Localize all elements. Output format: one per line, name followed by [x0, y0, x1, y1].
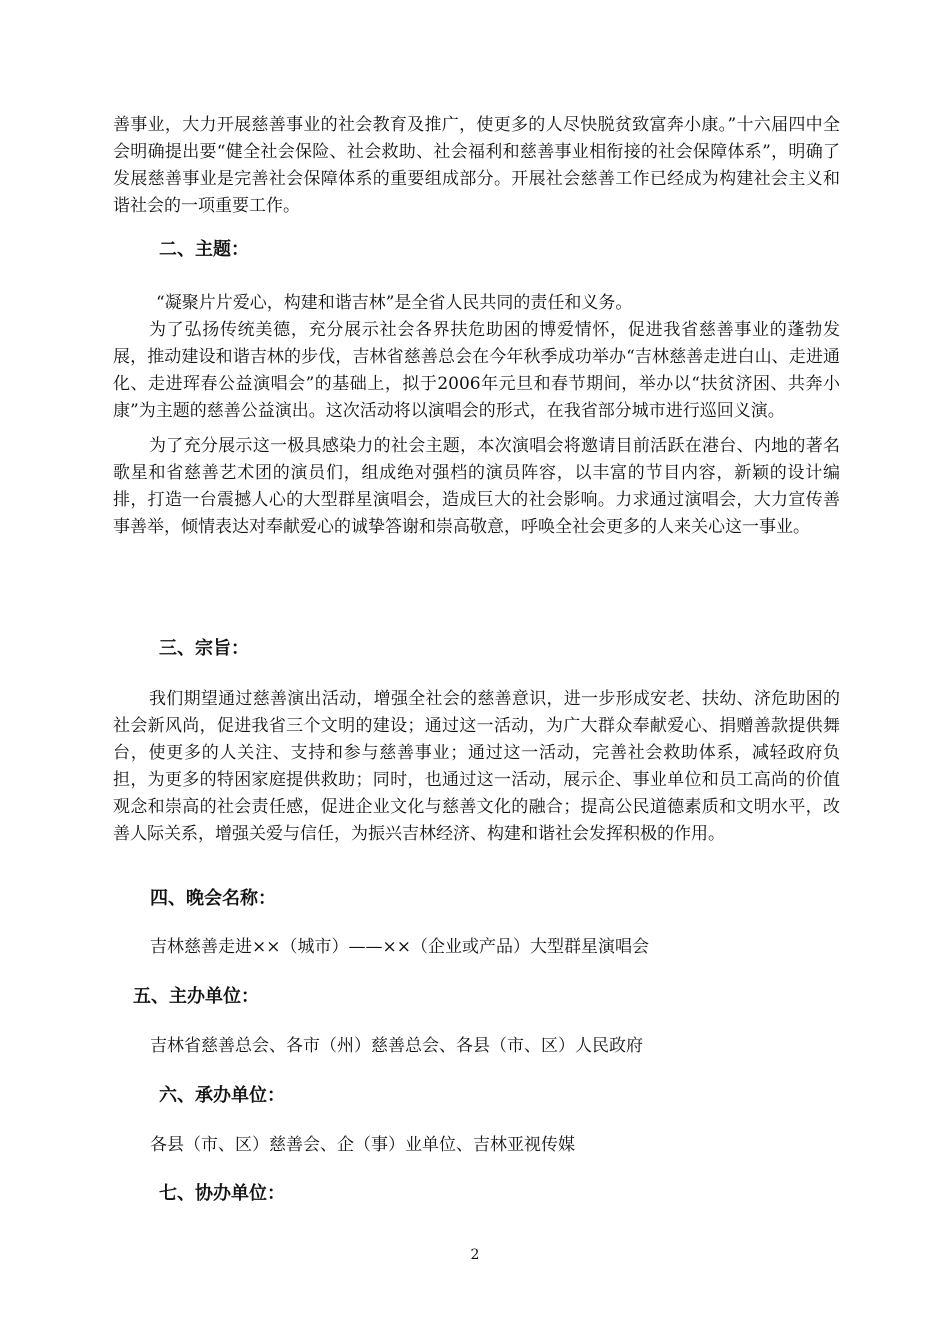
section-2-heading: 二、主题： [159, 239, 249, 260]
section-4-text: 吉林慈善走进××（城市）——××（企业或产品）大型群星演唱会 [150, 937, 649, 957]
section-2-paragraph-1: “凝聚片片爱心，构建和谐吉林”是全省人民共同的责任和义务。 [156, 293, 633, 313]
section-5-text: 吉林省慈善总会、各市（州）慈善总会、各县（市、区）人民政府 [150, 1036, 643, 1056]
section-6-text: 各县（市、区）慈善会、企（事）业单位、吉林亚视传媒 [150, 1135, 575, 1155]
section-5-heading: 五、主办单位： [133, 986, 259, 1007]
section-7-heading: 七、协办单位： [159, 1183, 285, 1204]
section-3-heading: 三、宗旨： [159, 638, 249, 659]
section-3-paragraph: 我们期望通过慈善演出活动，增强全社会的慈善意识，进一步形成安老、扶幼、济危助困的社会新风尚，促进我省三个文明的建设；通过这一活动，为广大群众奉献爱心、捐赠善款提供舞台，使更多的人关注、支持和参与慈善事业；通过这一活动，完善社会救助体系，减轻政府负担，为更多的特困家庭提供救助；同时，也通过这一活动，展示企、事业单位和员工高尚的价值观念和崇高的社会责任感，促进企业文化与慈善文化的融合；提高公民道德素质和文明水平，改善人际关系，增强关爱与信任，为振兴吉林经济、构建和谐社会发挥积极的作用。 [113, 689, 840, 844]
section-2-paragraph-3: 为了充分展示这一极具感染力的社会主题，本次演唱会将邀请目前活跃在港台、内地的著名歌星和省慈善艺术团的演员们，组成绝对强档的演员阵容，以丰富的节目内容，新颖的设计编排，打造一台震撼人心的大型群星演唱会，造成巨大的社会影响。力求通过演唱会，大力宣传善事善举，倾情表达对奉献爱心的诚挚答谢和崇高敬意，呼唤全社会更多的人来关心这一事业。 [113, 436, 840, 537]
section-4-heading: 四、晚会名称： [150, 888, 276, 909]
intro-paragraph: 善事业，大力开展慈善事业的社会教育及推广，使更多的人尽快脱贫致富奔小康。”十六届四中全会明确提出要“健全社会保险、社会救助、社会福利和慈善事业相衔接的社会保障体系”，明确了发展慈善事业是完善社会保障体系的重要组成部分。开展社会慈善工作已经成为构建社会主义和谐社会的一项重要工作。 [113, 115, 840, 216]
page-number: 2 [470, 1247, 480, 1263]
section-6-heading: 六、承办单位： [159, 1085, 285, 1106]
section-2-paragraph-2: 为了弘扬传统美德，充分展示社会各界扶危助困的博爱情怀，促进我省慈善事业的蓬勃发展，推动建设和谐吉林的步伐，吉林省慈善总会在今年秋季成功举办“吉林慈善走进白山、走进通化、走进珲春公益演唱会”的基础上，拟于2006年元旦和春节期间，举办以“扶贫济困、共奔小康”为主题的慈善公益演出。这次活动将以演唱会的形式，在我省部分城市进行巡回义演。 [113, 320, 840, 421]
